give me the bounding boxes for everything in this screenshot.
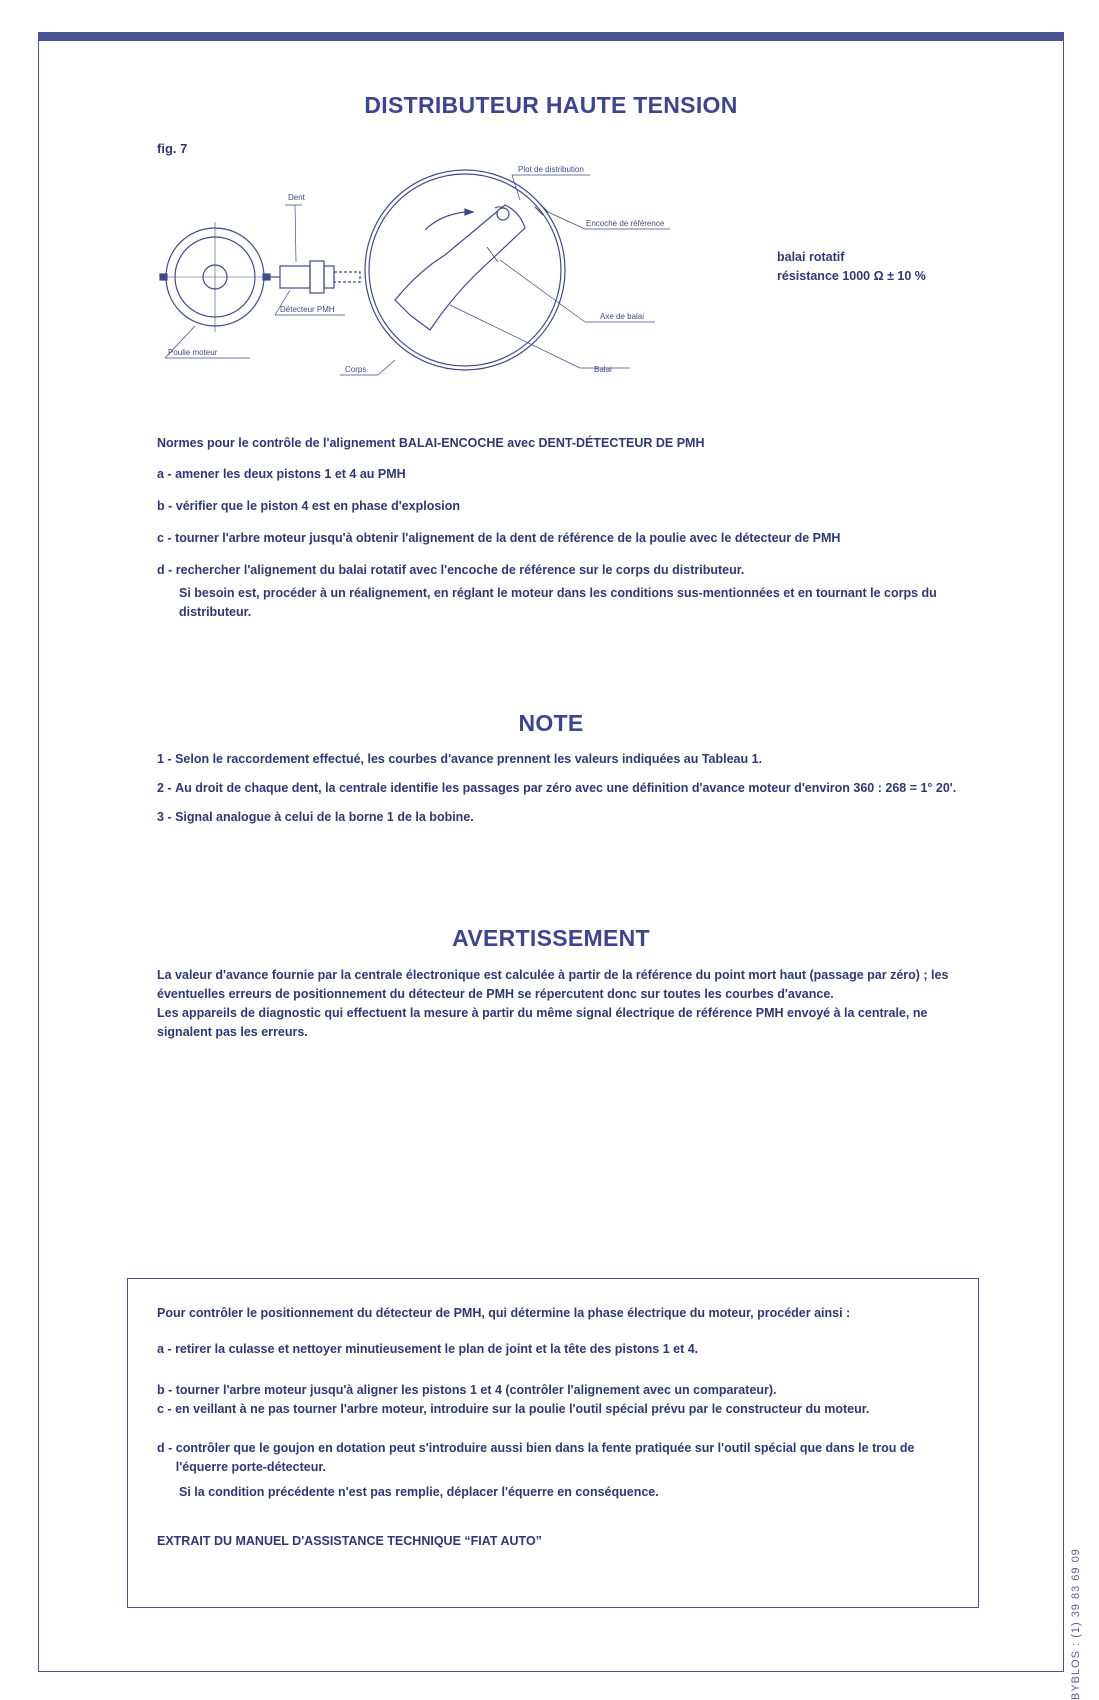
item-text: en veillant à ne pas tourner l'arbre moteur, introduire sur la poulie l'outil spécial prévu par le constructeur du moteur.	[175, 1402, 870, 1416]
page-title: DISTRIBUTEUR HAUTE TENSION	[364, 92, 738, 118]
spec-line-2: résistance 1000 Ω ± 10 %	[777, 269, 926, 283]
pmh-sensor	[270, 261, 360, 293]
top-bar	[38, 32, 1064, 41]
procedure-item-c	[157, 1400, 957, 1419]
procedure-note: Si la condition précédente n'est pas remplie, déplacer l'équerre en conséquence.	[179, 1485, 659, 1499]
normes-item-b	[157, 497, 957, 516]
item-text: tourner l'arbre moteur jusqu'à aligner les pistons 1 et 4 (contrôler l'alignement avec un comparateur).	[175, 1383, 777, 1397]
procedure-item-b	[157, 1381, 957, 1400]
item-text: Signal analogue à celui de la borne 1 de la bobine.	[175, 810, 474, 824]
item-label: d -	[157, 563, 176, 577]
procedure-item-a	[157, 1340, 957, 1359]
normes-heading: Normes pour le contrôle de l'alignement BALAI-ENCOCHE avec DENT-DÉTECTEUR DE PMH	[157, 436, 705, 450]
item-text: contrôler que le goujon en dotation peut s'introduire aussi bien dans la fente pratiquée sur l'outil spécial que dans le trou de l'équerre porte-détecteur.	[175, 1441, 915, 1474]
item-text: Selon le raccordement effectué, les courbes d'avance prennent les valeurs indiquées au Tableau 1.	[175, 752, 763, 766]
distributor-body	[365, 170, 565, 370]
procedure-footer: EXTRAIT DU MANUEL D'ASSISTANCE TECHNIQUE “FIAT AUTO”	[157, 1534, 542, 1548]
note-section	[157, 750, 957, 827]
normes-item-d	[157, 561, 957, 580]
item-label: a -	[157, 467, 176, 481]
item-label: c -	[157, 531, 176, 545]
normes-item-c	[157, 529, 957, 548]
item-text: vérifier que le piston 4 est en phase d'explosion	[175, 499, 461, 513]
label-balai: Balai	[594, 365, 612, 374]
normes-section	[157, 434, 957, 622]
item-label: 2 -	[157, 781, 176, 795]
procedure-item-d	[157, 1439, 957, 1477]
item-label: b -	[157, 499, 176, 513]
avertissement-heading: AVERTISSEMENT	[452, 925, 650, 951]
item-text: tourner l'arbre moteur jusqu'à obtenir l'alignement de la dent de référence de la poulie avec le détecteur de PMH	[175, 531, 841, 545]
label-poulie: Poulie moteur	[168, 348, 218, 357]
label-dent: Dent	[288, 193, 305, 202]
item-label: 1 -	[157, 752, 176, 766]
procedure-content	[157, 1304, 957, 1551]
spec-block	[777, 248, 926, 286]
note-item-2	[157, 779, 957, 798]
procedure-intro: Pour contrôler le positionnement du détecteur de PMH, qui détermine la phase électrique du moteur, procéder ainsi :	[157, 1306, 851, 1320]
distributor-diagram	[150, 165, 710, 390]
note-item-1	[157, 750, 957, 769]
note-item-3	[157, 808, 957, 827]
side-imprint: BYBLOS : (1) 39 83 69 09	[1070, 1548, 1082, 1700]
label-plot: Plot de distribution	[518, 165, 584, 174]
item-label: b -	[157, 1383, 176, 1397]
item-text: amener les deux pistons 1 et 4 au PMH	[175, 467, 406, 481]
label-detecteur: Détecteur PMH	[280, 305, 335, 314]
item-text: rechercher l'alignement du balai rotatif avec l'encoche de référence sur le corps du distributeur.	[175, 563, 745, 577]
avertissement-paragraph-2: Les appareils de diagnostic qui effectuent la mesure à partir du même signal électrique de référence PMH envoyé à la centrale, ne signalent pas les erreurs.	[157, 1006, 928, 1039]
pulley	[160, 222, 270, 332]
item-label: a -	[157, 1342, 176, 1356]
normes-note: Si besoin est, procéder à un réalignement, en réglant le moteur dans les conditions sus-mentionnées et en tournant le corps du distributeur.	[179, 586, 937, 619]
avertissement-paragraph-1: La valeur d'avance fournie par la centrale électronique est calculée à partir de la référence du point mort haut (passage par zéro) ; les éventuelles erreurs de positionnement du détecteur de PMH se répercutent donc sur toutes les courbes d'avance.	[157, 968, 949, 1001]
figure-label: fig. 7	[157, 141, 188, 156]
avertissement-section	[157, 966, 957, 1042]
item-label: d -	[157, 1441, 176, 1455]
label-axe: Axe de balai	[600, 312, 645, 321]
label-encoche: Encoche de référence	[586, 219, 665, 228]
normes-item-a	[157, 465, 957, 484]
note-heading: NOTE	[518, 710, 584, 736]
spec-line-1: balai rotatif	[777, 250, 845, 264]
item-label: 3 -	[157, 810, 176, 824]
item-text: retirer la culasse et nettoyer minutieusement le plan de joint et la tête des pistons 1 et 4.	[175, 1342, 699, 1356]
label-corps: Corps	[345, 365, 367, 374]
item-text: Au droit de chaque dent, la centrale identifie les passages par zéro avec une définition d'avance moteur d'environ 360 : 268 = 1° 20'.	[175, 781, 957, 795]
item-label: c -	[157, 1402, 176, 1416]
